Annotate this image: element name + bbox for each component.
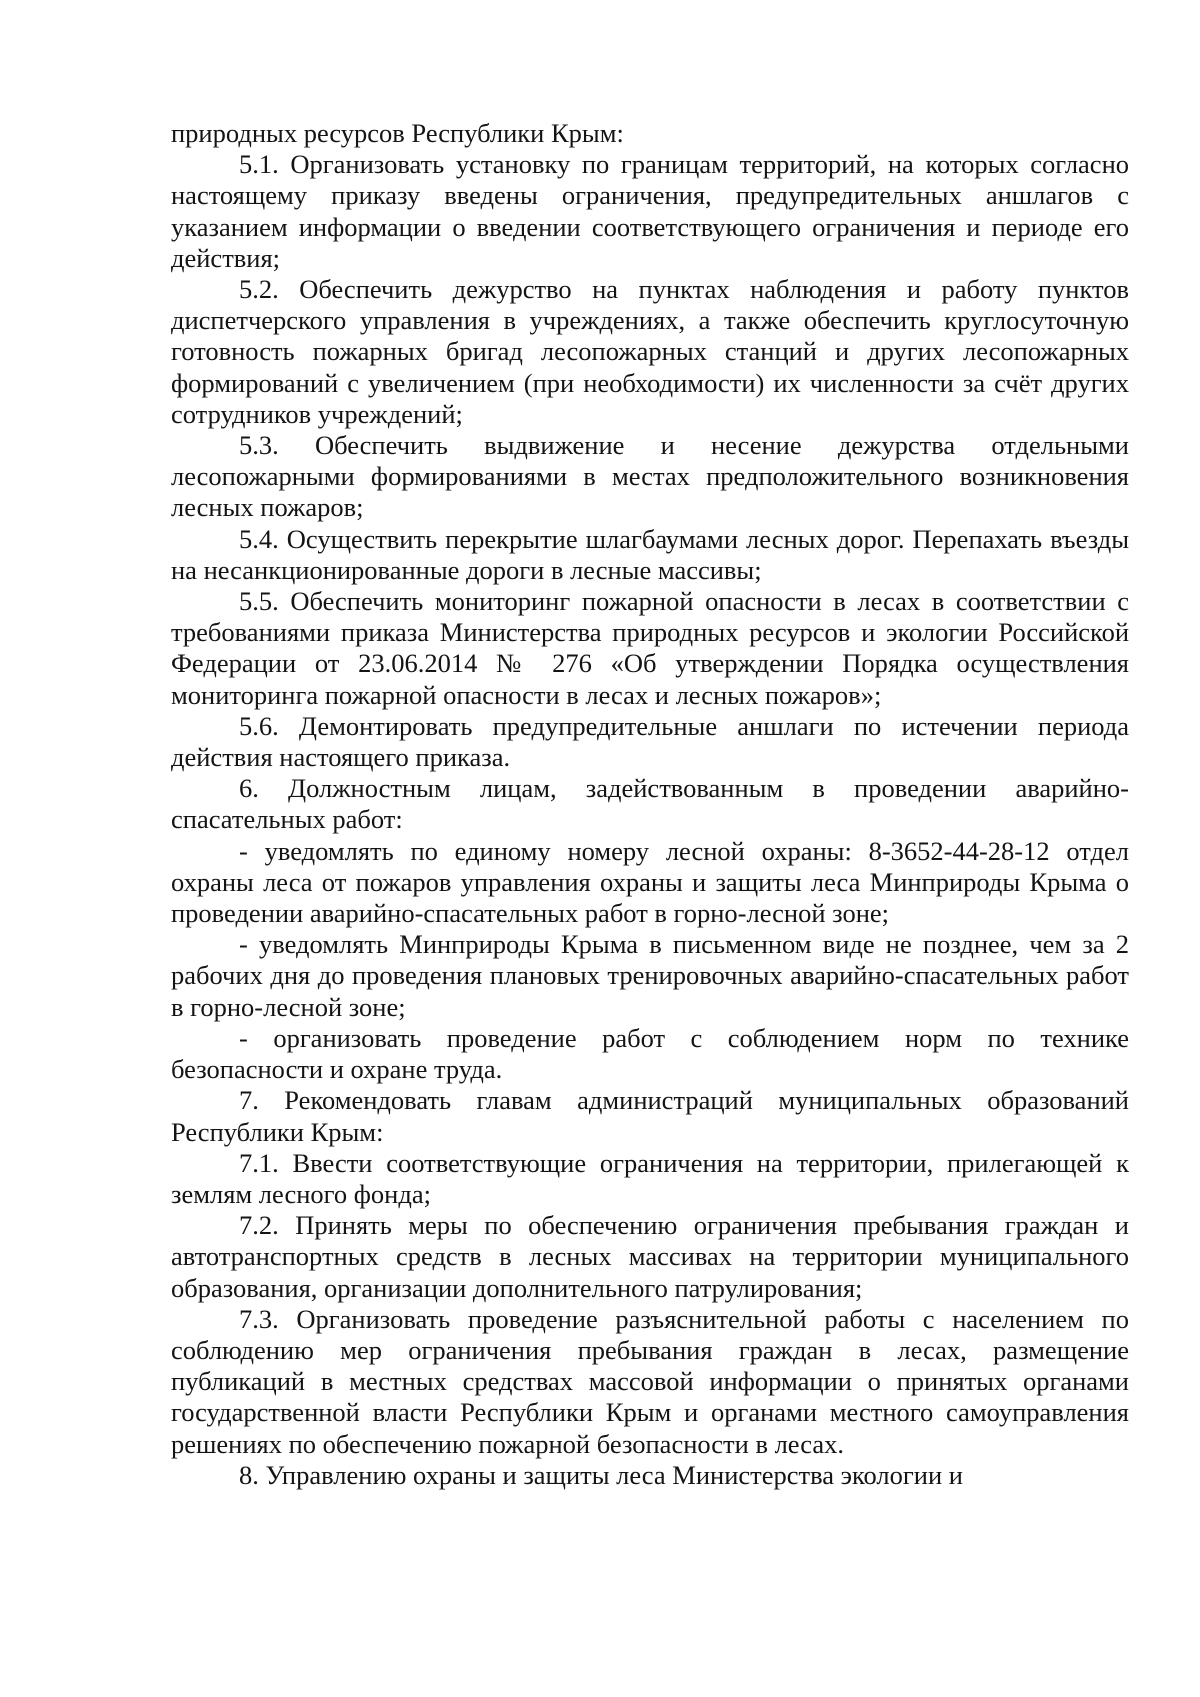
paragraph-6-item-2: - уведомлять Минприроды Крыма в письменном виде не позднее, чем за 2 рабочих дня до проведения плановых тренировочных аварийно-спасательных работ в горно-лесной зоне; [171,929,1129,1022]
paragraph-7-1: 7.1. Ввести соответствующие ограничения на территории, прилегающей к землям лесного фонда; [171,1147,1129,1209]
paragraph-5-1: 5.1. Организовать установку по границам территорий, на которых согласно настоящему приказу введены ограничения, предупредительных аншлагов с указанием информации о введении соответствующего ограничения и периоде его действия; [171,149,1129,273]
paragraph-7-3: 7.3. Организовать проведение разъяснительной работы с населением по соблюдению мер ограничения пребывания граждан в лесах, размещение публикаций в местных средствах массовой информации о принятых органами государственной власти Республики Крым и органами местного самоуправления решениях по обеспечению пожарной безопасности в лесах. [171,1303,1129,1459]
paragraph-5-5: 5.5. Обеспечить мониторинг пожарной опасности в лесах в соответствии с требованиями приказа Министерства природных ресурсов и экологии Российской Федерации от 23.06.2014 № 276 «Об утверждении Порядка осуществления мониторинга пожарной опасности в лесах и лесных пожаров»; [171,586,1129,710]
paragraph-5-3: 5.3. Обеспечить выдвижение и несение дежурства отдельными лесопожарными формированиями в местах предположительного возникновения лесных пожаров; [171,430,1129,523]
paragraph-5-4: 5.4. Осуществить перекрытие шлагбаумами лесных дорог. Перепахать въезды на несанкционированные дороги в лесные массивы; [171,523,1129,585]
paragraph-5-6: 5.6. Демонтировать предупредительные аншлаги по истечении периода действия настоящего приказа. [171,710,1129,773]
paragraph-6-item-1: - уведомлять по единому номеру лесной охраны: 8-3652-44-28-12 отдел охраны леса от пожаров управления охраны и защиты леса Минприроды Крыма о проведении аварийно-спасательных работ в горно-лесной зоне; [171,835,1129,929]
paragraph-6: 6. Должностным лицам, задействованным в проведении аварийно-спасательных работ: [171,773,1129,835]
paragraph-continuation: природных ресурсов Республики Крым: [171,118,624,148]
paragraph-5-2: 5.2. Обеспечить дежурство на пунктах наблюдения и работу пунктов диспетчерского управления в учреждениях, а также обеспечить круглосуточную готовность пожарных бригад лесопожарных станций и других лесопожарных формирований с увеличением (при необходимости) их численности за счёт других сотрудников учреждений; [171,274,1129,429]
document-page [171,118,1129,1491]
paragraph-7: 7. Рекомендовать главам администраций муниципальных образований Республики Крым: [171,1085,1129,1147]
paragraph-8: 8. Управлению охраны и защиты леса Министерства экологии и [239,1459,963,1490]
paragraph-6-item-3: - организовать проведение работ с соблюдением норм по технике безопасности и охране труда. [171,1022,1129,1085]
paragraph-7-2: 7.2. Принять меры по обеспечению ограничения пребывания граждан и автотранспортных средств в лесных массивах на территории муниципального образования, организации дополнительного патрулирования; [171,1210,1129,1303]
